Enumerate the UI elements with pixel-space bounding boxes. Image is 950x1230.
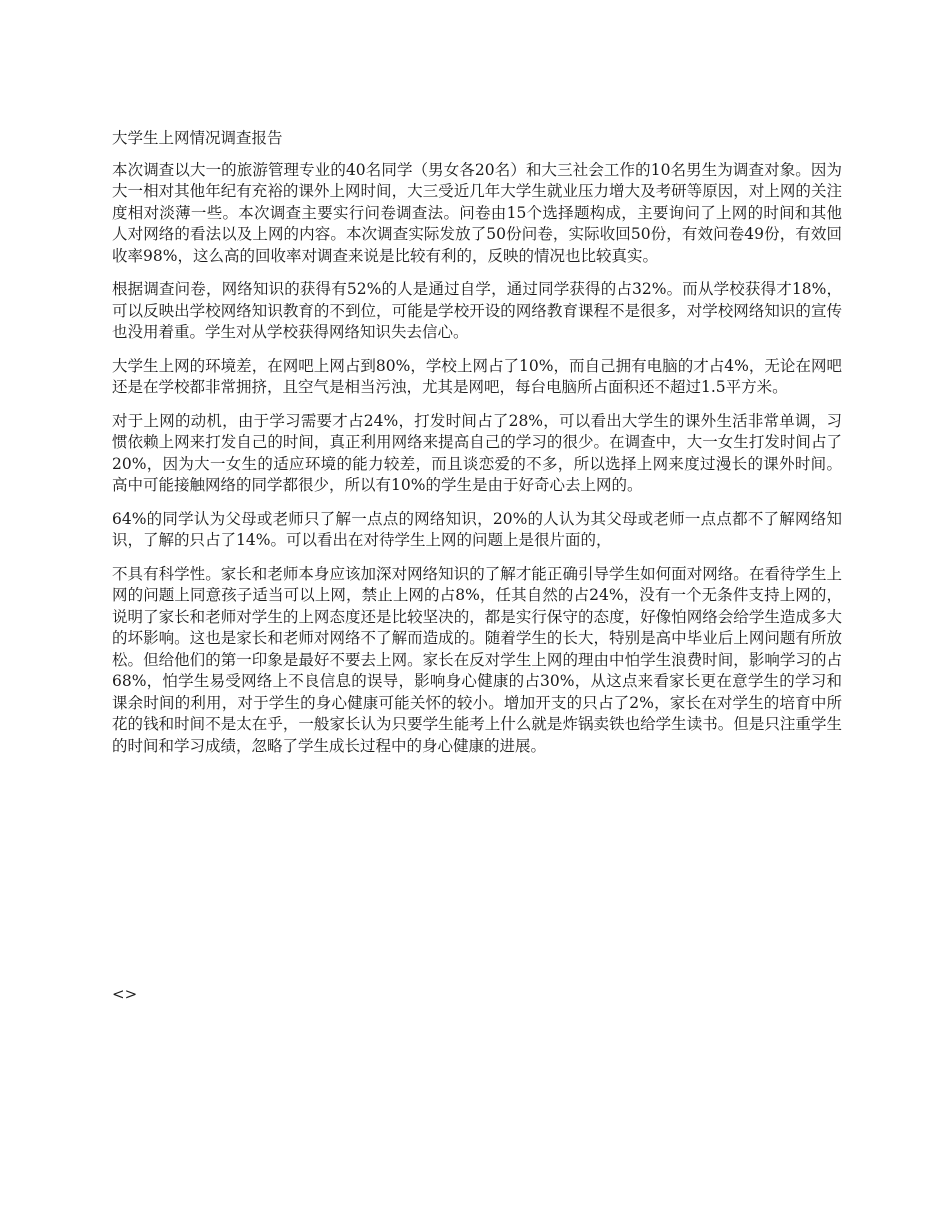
footer-mark: <> xyxy=(112,985,138,1003)
paragraph-1: 本次调查以大一的旅游管理专业的40名同学（男女各20名）和大三社会工作的10名男生为调查对象。因为大一相对其他年纪有充裕的课外上网时间，大三受近几年大学生就业压力增大及考研等原因，对上网的关注度相对淡薄一些。本次调查主要实行问卷调查法。问卷由15个选择题构成，主要询问了上网的时间和其他人对网络的看法以及上网的内容。本次调查实际发放了50份问卷，实际收回50份，有效问卷49份，有效回收率98%，这么高的回收率对调查来说是比较有利的，反映的情况也比较真实。 xyxy=(112,160,842,265)
paragraph-6: 不具有科学性。家长和老师本身应该加深对网络知识的了解才能正确引导学生如何面对网络。在看待学生上网的问题上同意孩子适当可以上网，禁止上网的占8%，任其自然的占24%，没有一个无条件支持上网的，说明了家长和老师对学生的上网态度还是比较坚决的，都是实行保守的态度，好像怕网络会给学生造成多大的坏影响。这也是家长和老师对网络不了解而造成的。随着学生的长大，特别是高中毕业后上网问题有所放松。但给他们的第一印象是最好不要去上网。家长在反对学生上网的理由中怕学生浪费时间，影响学习的占68%，怕学生易受网络上不良信息的误导，影响身心健康的占30%，从这点来看家长更在意学生的学习和课余时间的利用，对于学生的身心健康可能关怀的较小。增加开支的只占了2%，家长在对学生的培育中所花的钱和时间不是太在乎，一般家长认为只要学生能考上什么就是炸锅卖铁也给学生读书。但是只注重学生的时间和学习成绩，忽略了学生成长过程中的身心健康的进展。 xyxy=(112,564,842,755)
paragraph-4: 对于上网的动机，由于学习需要才占24%，打发时间占了28%，可以看出大学生的课外生活非常单调，习惯依赖上网来打发自己的时间，真正利用网络来提高自己的学习的很少。在调查中，大一女生打发时间占了20%，因为大一女生的适应环境的能力较差，而且谈恋爱的不多，所以选择上网来度过漫长的课外时间。高中可能接触网络的同学都很少，所以有10%的学生是由于好奇心去上网的。 xyxy=(112,411,842,494)
paragraph-3: 大学生上网的环境差，在网吧上网占到80%，学校上网占了10%，而自己拥有电脑的才占4%，无论在网吧还是在学校都非常拥挤，且空气是相当污浊，尤其是网吧，每台电脑所占面积还不超过1.5平方米。 xyxy=(112,356,842,396)
paragraph-2: 根据调查问卷，网络知识的获得有52%的人是通过自学，通过同学获得的占32%。而从学校获得才18%，可以反映出学校网络知识教育的不到位，可能是学校开设的网络教育课程不是很多，对学校网络知识的宣传也没用着重。学生对从学校获得网络知识失去信心。 xyxy=(112,280,842,341)
paragraph-5: 64%的同学认为父母或老师只了解一点点的网络知识，20%的人认为其父母或老师一点点都不了解网络知识，了解的只占了14%。可以看出在对待学生上网的问题上是很片面的， xyxy=(112,509,842,549)
document-body xyxy=(112,128,842,769)
document-title: 大学生上网情况调查报告 xyxy=(112,129,283,147)
